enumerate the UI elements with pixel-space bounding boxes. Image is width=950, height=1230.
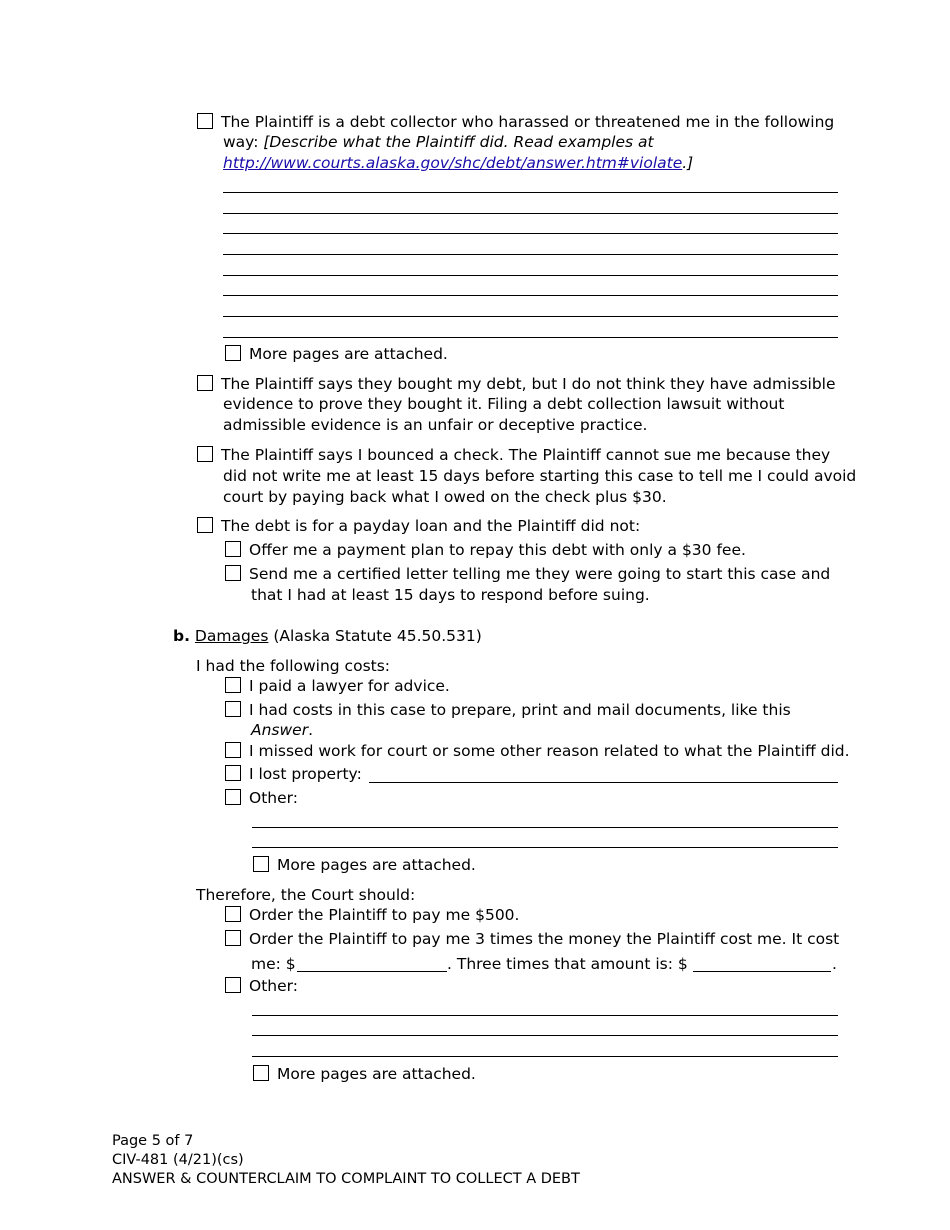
order-triple-three-label: . Three times that amount is: $ bbox=[447, 955, 688, 973]
bounced-check-checkbox[interactable] bbox=[197, 446, 213, 462]
payday-letter-line2: that I had at least 15 days to respond before suing. bbox=[251, 586, 650, 604]
order-triple-end: . bbox=[832, 955, 837, 973]
order-triple-line1: Order the Plaintiff to pay me 3 times the money the Plaintiff cost me. It cost bbox=[249, 930, 840, 948]
order-other-label: Other: bbox=[249, 977, 298, 995]
bought-debt-line3: admissible evidence is an unfair or deceptive practice. bbox=[223, 416, 648, 434]
cost-documents-checkbox[interactable] bbox=[225, 701, 241, 717]
damages-statute: (Alaska Statute 45.50.531) bbox=[268, 627, 482, 645]
violate-line-4[interactable] bbox=[223, 254, 838, 255]
triple-amount-field[interactable] bbox=[693, 971, 831, 972]
cost-documents-line1: I had costs in this case to prepare, print and mail documents, like this bbox=[249, 701, 791, 719]
damages-heading bbox=[173, 626, 482, 646]
violate-line-1[interactable] bbox=[223, 192, 838, 193]
damages-title: Damages bbox=[194, 627, 269, 645]
payday-letter-checkbox[interactable] bbox=[225, 565, 241, 581]
cost-lost-property-checkbox[interactable] bbox=[225, 765, 241, 781]
violate-line-8[interactable] bbox=[223, 337, 838, 338]
bought-debt-checkbox[interactable] bbox=[197, 375, 213, 391]
footer-form-number: CIV-481 (4/21)(cs) bbox=[112, 1152, 244, 1168]
bounced-check-line2: did not write me at least 15 days before starting this case to tell me I could avoid bbox=[223, 467, 857, 485]
cost-amount-field[interactable] bbox=[297, 971, 447, 972]
violate-line-3[interactable] bbox=[223, 233, 838, 234]
violate-text-line3 bbox=[223, 153, 693, 173]
cost-more-pages-label: More pages are attached. bbox=[277, 856, 476, 874]
order-500-label: Order the Plaintiff to pay me $500. bbox=[249, 906, 520, 924]
violate-link-suffix: .] bbox=[682, 154, 694, 172]
cost-documents-answer: Answer bbox=[251, 721, 309, 739]
order-other-line-1[interactable] bbox=[252, 1015, 838, 1016]
cost-documents-line2 bbox=[251, 720, 313, 740]
violate-examples-link[interactable]: http://www.courts.alaska.gov/shc/debt/answer.htm#violate bbox=[223, 154, 683, 172]
payday-plan-label: Offer me a payment plan to repay this debt with only a $30 fee. bbox=[249, 541, 746, 559]
cost-lost-property-label: I lost property: bbox=[249, 765, 362, 783]
cost-other-label: Other: bbox=[249, 789, 298, 807]
lost-property-field[interactable] bbox=[369, 782, 838, 783]
cost-missed-work-checkbox[interactable] bbox=[225, 742, 241, 758]
order-more-pages-checkbox[interactable] bbox=[253, 1065, 269, 1081]
bounced-check-line3: court by paying back what I owed on the check plus $30. bbox=[223, 488, 667, 506]
violate-line-5[interactable] bbox=[223, 275, 838, 276]
violate-checkbox[interactable] bbox=[197, 113, 213, 129]
bought-debt-line1: The Plaintiff says they bought my debt, but I do not think they have admissible bbox=[221, 375, 836, 393]
damages-label: b. bbox=[173, 627, 190, 645]
violate-text-line1: The Plaintiff is a debt collector who harassed or threatened me in the following bbox=[221, 113, 835, 131]
court-intro: Therefore, the Court should: bbox=[196, 886, 416, 904]
costs-intro: I had the following costs: bbox=[196, 657, 391, 675]
order-more-pages-label: More pages are attached. bbox=[277, 1065, 476, 1083]
order-other-checkbox[interactable] bbox=[225, 977, 241, 993]
footer-page-number: Page 5 of 7 bbox=[112, 1133, 194, 1149]
cost-other-checkbox[interactable] bbox=[225, 789, 241, 805]
payday-intro: The debt is for a payday loan and the Plaintiff did not: bbox=[221, 517, 641, 535]
order-triple-me-label: me: $ bbox=[251, 955, 296, 973]
violate-text-line2 bbox=[223, 132, 654, 152]
violate-line-7[interactable] bbox=[223, 316, 838, 317]
payday-plan-checkbox[interactable] bbox=[225, 541, 241, 557]
cost-lawyer-label: I paid a lawyer for advice. bbox=[249, 677, 450, 695]
order-other-line-3[interactable] bbox=[252, 1056, 838, 1057]
order-triple-checkbox[interactable] bbox=[225, 930, 241, 946]
cost-missed-work-label: I missed work for court or some other reason related to what the Plaintiff did. bbox=[249, 742, 850, 760]
cost-other-line-2[interactable] bbox=[252, 847, 838, 848]
violate-line-6[interactable] bbox=[223, 295, 838, 296]
footer-form-title: ANSWER & COUNTERCLAIM TO COMPLAINT TO COLLECT A DEBT bbox=[112, 1171, 580, 1187]
violate-more-pages-checkbox[interactable] bbox=[225, 345, 241, 361]
violate-way: way: bbox=[223, 133, 264, 151]
violate-instructions: [Describe what the Plaintiff did. Read examples at bbox=[263, 133, 654, 151]
violate-more-pages-label: More pages are attached. bbox=[249, 345, 448, 363]
cost-lawyer-checkbox[interactable] bbox=[225, 677, 241, 693]
payday-letter-line1: Send me a certified letter telling me they were going to start this case and bbox=[249, 565, 831, 583]
cost-documents-period: . bbox=[308, 721, 314, 739]
violate-line-2[interactable] bbox=[223, 213, 838, 214]
cost-other-line-1[interactable] bbox=[252, 827, 838, 828]
bought-debt-line2: evidence to prove they bought it. Filing a debt collection lawsuit without bbox=[223, 395, 785, 413]
bounced-check-line1: The Plaintiff says I bounced a check. The Plaintiff cannot sue me because they bbox=[221, 446, 831, 464]
payday-checkbox[interactable] bbox=[197, 517, 213, 533]
cost-more-pages-checkbox[interactable] bbox=[253, 856, 269, 872]
order-500-checkbox[interactable] bbox=[225, 906, 241, 922]
order-other-line-2[interactable] bbox=[252, 1035, 838, 1036]
